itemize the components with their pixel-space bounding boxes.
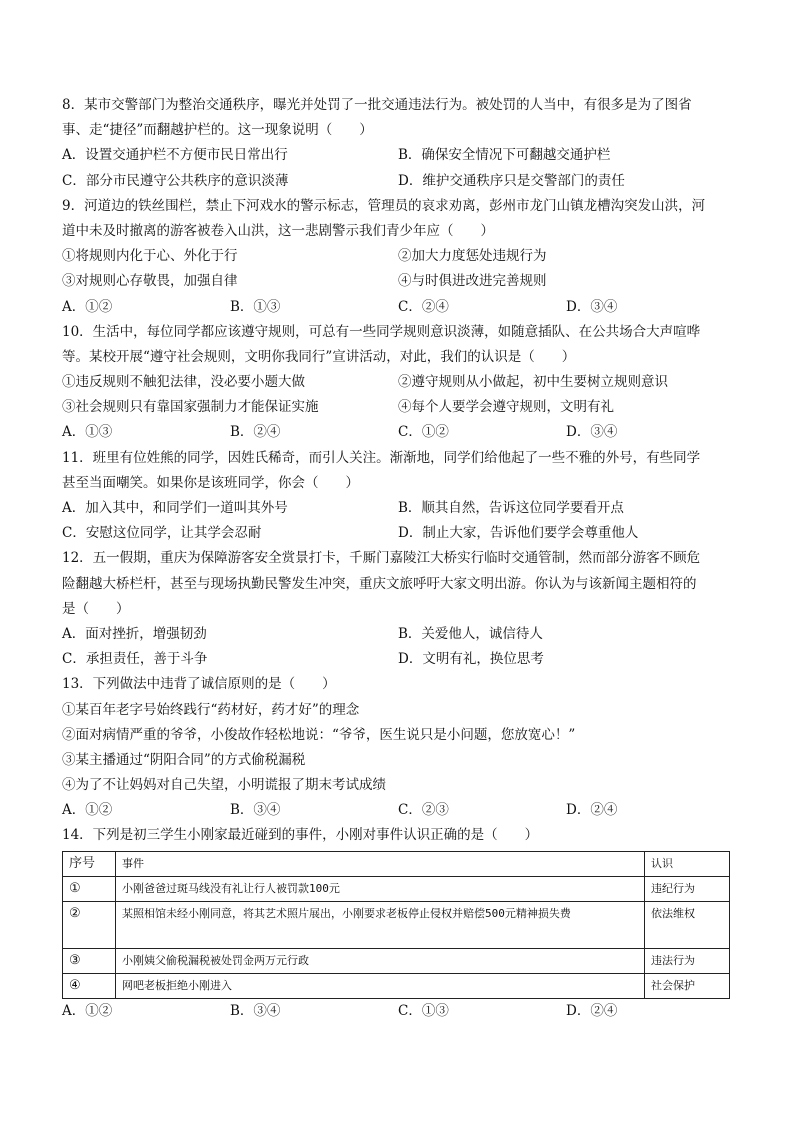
question-8-stem-line-2: 事、走“捷径”而翻越护栏的。这一现象说明（ ） (62, 122, 373, 139)
question-10-statements-row-2 (62, 395, 734, 420)
option-d: D．③④ (566, 424, 618, 441)
exam-page (62, 93, 734, 1024)
option-b: B．确保安全情况下可翻越交通护栏 (398, 147, 611, 164)
statement-3: ③对规则心存敬畏，加强自律 (62, 273, 238, 290)
table-row (63, 876, 730, 901)
question-11-options-row-2 (62, 521, 734, 546)
table-cell-judgement: 违纪行为 (645, 876, 730, 901)
option-b: B．②④ (230, 424, 281, 441)
statement-2: ②遵守规则从小做起，初中生要树立规则意识 (398, 374, 668, 391)
statement-4: ④为了不让妈妈对自己失望，小明谎报了期末考试成绩 (62, 777, 386, 794)
question-13 (62, 672, 734, 823)
question-8 (62, 93, 734, 194)
table-cell-index: ① (63, 876, 116, 901)
option-d: D．维护交通秩序只是交警部门的责任 (398, 172, 625, 189)
option-a: A．设置交通护栏不方便市民日常出行 (62, 147, 288, 164)
question-12 (62, 546, 734, 672)
table-header-row (63, 851, 730, 876)
option-d: D．③④ (566, 298, 618, 315)
question-8-stem-line-1: 8．某市交警部门为整治交通秩序，曝光并处罚了一批交通违法行为。被处罚的人当中，有很多是为了图省 (62, 97, 692, 113)
question-9-statements-row-1 (62, 244, 734, 269)
table-cell-event: 小刚爸爸过斑马线没有礼让行人被罚款100元 (116, 876, 645, 901)
option-a: A．面对挫折，增强韧劲 (62, 625, 207, 642)
option-a: A．①③ (62, 424, 113, 441)
question-12-options-row-1 (62, 622, 734, 647)
option-d: D．文明有礼，换位思考 (398, 651, 544, 668)
question-9-options (62, 295, 734, 320)
statement-1: ①某百年老字号始终践行“药材好，药才好”的理念 (62, 701, 360, 718)
table-header-event: 事件 (116, 851, 645, 876)
table-row (63, 948, 730, 973)
question-10-stem-line-2: 等。某校开展“遵守社会规则，文明你我同行”宣讲活动，对此，我们的认识是（ ） (62, 348, 576, 365)
option-b: B．③④ (230, 1002, 281, 1019)
question-9-stem-line-1: 9．河道边的铁丝围栏，禁止下河戏水的警示标志，管理员的哀求劝离，彭州市龙门山镇龙槽沟突发山洪，河 (62, 197, 706, 214)
option-c: C．部分市民遵守公共秩序的意识淡薄 (62, 172, 289, 189)
question-10-statements-row-1 (62, 370, 734, 395)
table-cell-index: ② (63, 901, 116, 948)
table-cell-index: ④ (63, 973, 116, 998)
option-c: C．①③ (398, 1002, 449, 1019)
table-cell-event: 网吧老板拒绝小刚进入 (116, 973, 645, 998)
table-cell-judgement: 依法维权 (645, 901, 730, 948)
option-b: B．①③ (230, 298, 281, 315)
option-d: D．②④ (566, 1002, 618, 1019)
option-a: A．①② (62, 298, 113, 315)
option-a: A．①② (62, 1002, 113, 1019)
option-c: C．②③ (398, 802, 449, 819)
question-10-stem-line-1: 10．生活中，每位同学都应该遵守规则，可总有一些同学规则意识淡薄，如随意插队、在公共场合大声喧哗 (62, 323, 701, 340)
table-row (63, 973, 730, 998)
statement-2: ②加大力度惩处违规行为 (398, 248, 547, 265)
table-cell-event: 某照相馆未经小刚同意，将其艺术照片展出，小刚要求老板停止侵权并赔偿500元精神损失费 (116, 901, 645, 948)
table-cell-event: 小刚姨父偷税漏税被处罚金两万元行政 (116, 948, 645, 973)
statement-3: ③社会规则只有靠国家强制力才能保证实施 (62, 399, 319, 416)
option-a: A．加入其中，和同学们一道叫其外号 (62, 500, 288, 516)
question-12-stem-line-3: 是（ ） (62, 600, 130, 617)
question-11-stem-line-1: 11．班里有位姓熊的同学，因姓氏稀奇，而引人关注。渐渐地，同学们给他起了一些不雅的外号，有些同学 (62, 449, 701, 466)
question-14-stem-line-1: 14．下列是初三学生小刚家最近碰到的事件，小刚对事件认识正确的是（ ） (62, 827, 539, 844)
question-11 (62, 446, 734, 547)
statement-1: ①将规则内化于心、外化于行 (62, 248, 238, 265)
question-12-options-row-2 (62, 647, 734, 672)
statement-4: ④与时俱进改进完善规则 (398, 273, 547, 290)
option-b: B．顺其自然，告诉这位同学要看开点 (398, 500, 624, 516)
question-8-options-row-1 (62, 143, 734, 168)
question-9-statements-row-2 (62, 269, 734, 294)
question-12-stem-line-1: 12．五一假期，重庆为保障游客安全赏景打卡，千厮门嘉陵江大桥实行临时交通管制，然而部分游客不顾危 (62, 550, 701, 567)
question-9 (62, 194, 734, 320)
question-14-options (62, 999, 734, 1024)
option-c: C．承担责任，善于斗争 (62, 651, 208, 668)
statement-3: ③某主播通过“阴阳合同”的方式偷税漏税 (62, 751, 306, 768)
table-cell-judgement: 社会保护 (645, 973, 730, 998)
statement-2: ②面对病情严重的爷爷，小俊故作轻松地说：“爷爷，医生说只是小问题，您放宽心！” (62, 726, 576, 743)
statement-1: ①违反规则不触犯法律，没必要小题大做 (62, 374, 305, 391)
table-header-index: 序号 (63, 851, 116, 876)
statement-4: ④每个人要学会遵守规则，文明有礼 (398, 399, 614, 416)
option-c: C．②④ (398, 298, 449, 315)
option-c: C．①② (398, 424, 449, 441)
table-cell-judgement: 违法行为 (645, 948, 730, 973)
question-11-stem-line-2: 甚至当面嘲笑。如果你是该班同学，你会（ ） (62, 474, 359, 491)
events-table (62, 851, 730, 999)
question-11-options-row-1 (62, 496, 734, 521)
question-10 (62, 320, 734, 446)
option-b: B．③④ (230, 802, 281, 819)
question-9-stem-line-2: 道中未及时撤离的游客被卷入山洪，这一悲剧警示我们青少年应（ ） (62, 222, 494, 239)
table-row (63, 901, 730, 948)
question-14 (62, 823, 734, 1023)
question-13-stem-line-1: 13．下列做法中违背了诚信原则的是（ ） (62, 676, 336, 693)
option-a: A．①② (62, 802, 113, 819)
option-d: D．制止大家，告诉他们要学会尊重他人 (398, 525, 639, 542)
table-cell-index: ③ (63, 948, 116, 973)
option-c: C．安慰这位同学，让其学会忍耐 (62, 525, 262, 542)
question-8-options-row-2 (62, 169, 734, 194)
option-d: D．②④ (566, 802, 618, 819)
question-12-stem-line-2: 险翻越大桥栏杆，甚至与现场执勤民警发生冲突，重庆文旅呼吁大家文明出游。你认为与该新闻主题相符的 (62, 575, 697, 592)
option-b: B．关爱他人，诚信待人 (398, 625, 543, 642)
table-header-judgement: 认识 (645, 851, 730, 876)
question-13-options (62, 798, 734, 823)
question-10-options (62, 420, 734, 445)
